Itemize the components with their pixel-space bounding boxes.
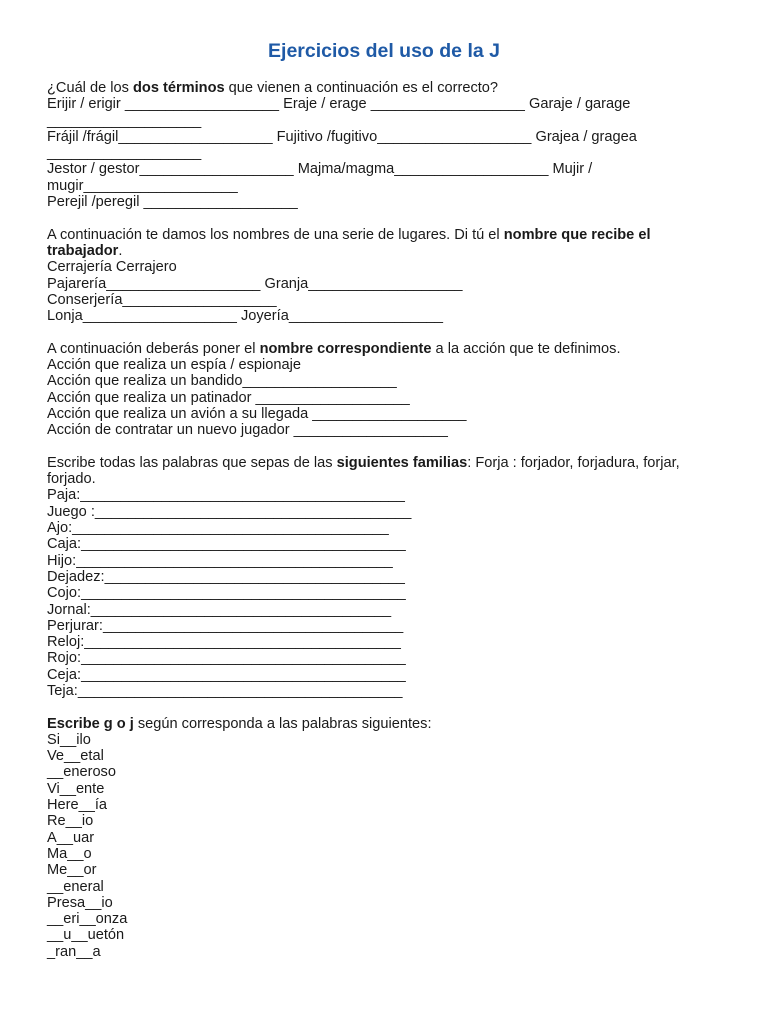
question-3: [47, 341, 687, 357]
exercise-line: Acción que realiza un patinador ___________________: [47, 389, 410, 406]
family-item: Jornal:_____________________________________: [47, 601, 392, 618]
word-item: __eri__onza: [47, 911, 128, 928]
family-item: Hijo:_______________________________________: [47, 552, 393, 569]
exercise-line: Conserjería___________________: [47, 291, 277, 308]
page-title: Ejercicios del uso de la J: [268, 40, 500, 62]
question-2-text-end: .: [118, 242, 123, 259]
question-1: [47, 80, 687, 96]
family-item: Teja:________________________________________: [47, 682, 403, 699]
exercise-line: Frájil /frágil___________________ Fujitivo /fugitivo___________________ Grajea / gragea: [47, 128, 637, 145]
word-item: __eneral: [47, 878, 104, 895]
question-3-text: A continuación deberás poner el: [47, 340, 260, 357]
exercise-line: Erijir / erigir ___________________ Eraje / erage ___________________ Garaje / garage: [47, 96, 631, 113]
question-1-text-end: que vienen a continuación es el correcto?: [224, 80, 499, 96]
word-item: Ve__etal: [47, 748, 104, 765]
question-3-bold: nombre correspondiente: [259, 340, 432, 357]
exercise-line: ___________________: [47, 145, 202, 162]
exercise-content: [47, 80, 687, 960]
word-item: A__uar: [47, 829, 95, 846]
exercise-line: Jestor / gestor___________________ Majma/magma___________________ Mujir /: [47, 161, 593, 178]
exercise-line: Pajarería___________________ Granja___________________: [47, 275, 463, 292]
word-item: Me__or: [47, 862, 97, 879]
question-2-bold: nombre que recibe el trabajador: [47, 226, 651, 259]
family-item: Rojo:________________________________________: [47, 650, 406, 667]
exercise-line: Perejil /peregil ___________________: [47, 194, 298, 211]
family-item: Cojo:________________________________________: [47, 585, 406, 602]
question-2: [47, 227, 687, 260]
exercise-line: Lonja___________________ Joyería___________________: [47, 308, 444, 325]
exercise-line: Acción que realiza un avión a su llegada ___________________: [47, 405, 467, 422]
word-item: Si__ilo: [47, 731, 91, 748]
family-item: Reloj:_______________________________________: [47, 634, 401, 651]
question-5-text: según corresponda a las palabras siguientes:: [133, 715, 432, 732]
family-item: Ajo:_______________________________________: [47, 520, 389, 537]
question-5: [47, 716, 687, 732]
question-1-bold: dos términos: [132, 80, 225, 96]
question-4: [47, 455, 687, 488]
question-4-bold: siguientes familias: [336, 454, 468, 471]
family-item: Juego :_______________________________________: [47, 503, 412, 520]
word-item: Presa__io: [47, 894, 113, 911]
family-item: Perjurar:_____________________________________: [47, 617, 404, 634]
question-4-text-end: : Forja : forjador, forjadura, forjar, forjado.: [47, 454, 680, 488]
exercise-line: Acción de contratar un nuevo jugador ___________________: [47, 422, 448, 439]
word-item: Here__ía: [47, 797, 108, 814]
question-2-text: A continuación te damos los nombres de una serie de lugares. Di tú el: [47, 226, 504, 243]
exercise-line: Cerrajería Cerrajero: [47, 259, 177, 276]
word-item: Re__io: [47, 813, 94, 830]
question-5-bold: Escribe g o j: [47, 715, 134, 732]
word-item: Vi__ente: [47, 780, 105, 797]
family-item: Paja:________________________________________: [47, 487, 405, 504]
exercise-line: ___________________: [47, 112, 202, 129]
family-item: Dejadez:_____________________________________: [47, 568, 405, 585]
word-item: _ran__a: [47, 943, 101, 960]
word-item: __eneroso: [47, 764, 116, 781]
word-item: Ma__o: [47, 845, 92, 862]
exercise-line: Acción que realiza un bandido___________________: [47, 373, 397, 390]
family-item: Caja:________________________________________: [47, 536, 406, 553]
exercise-line: mugir___________________: [47, 177, 238, 194]
question-1-text: ¿Cuál de los: [47, 80, 133, 96]
word-item: __u__uetón: [47, 927, 125, 944]
exercise-line: Acción que realiza un espía / espionaje: [47, 357, 301, 374]
question-3-text-end: a la acción que te definimos.: [431, 340, 621, 357]
family-item: Ceja:________________________________________: [47, 666, 406, 683]
question-4-text: Escribe todas las palabras que sepas de las: [47, 454, 337, 471]
